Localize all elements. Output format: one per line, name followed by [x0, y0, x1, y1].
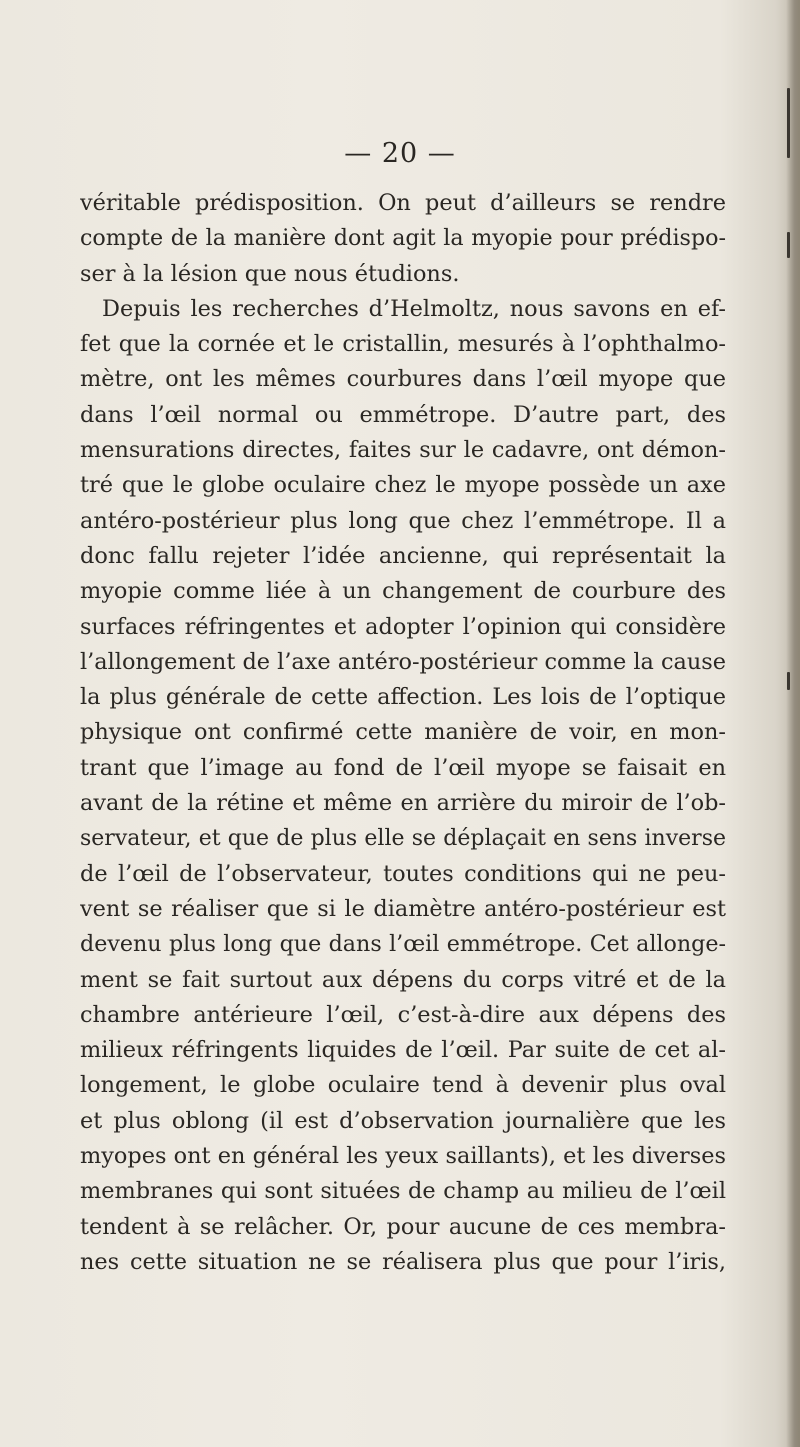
page-edge-shadow [786, 0, 800, 1447]
text-line: tendent à se relâcher. Or, pour aucune de ces membra- [80, 1213, 726, 1240]
text-line: myopie comme liée à un changement de courbure des [80, 578, 726, 605]
text-line: Depuis les recherches d’Helmoltz, nous savons en ef- [102, 295, 726, 322]
text-line: longement, le globe oculaire tend à devenir plus oval [80, 1072, 726, 1099]
text-line: ser à la lésion que nous étudions. [80, 260, 460, 287]
text-line: ment se fait surtout aux dépens du corps vitré et de la [80, 966, 726, 993]
text-line: fet que la cornée et le cristallin, mesurés à l’ophthalmo- [80, 331, 726, 358]
page-number: — 20 — [344, 138, 456, 169]
text-line: l’allongement de l’axe antéro-postérieur comme la cause [80, 648, 726, 675]
text-line: la plus générale de cette affection. Les lois de l’optique [80, 684, 726, 711]
text-line: membranes qui sont situées de champ au milieu de l’œil [80, 1178, 726, 1205]
text-line: mensurations directes, faites sur le cadavre, ont démon- [80, 437, 726, 464]
text-line: chambre antérieure l’œil, c’est-à-dire aux dépens des [80, 1001, 726, 1028]
text-line: vent se réaliser que si le diamètre antéro-postérieur est [80, 895, 726, 922]
text-line: nes cette situation ne se réalisera plus que pour l’iris, [80, 1248, 726, 1275]
text-line: devenu plus long que dans l’œil emmétrope. Cet allonge- [80, 931, 726, 958]
text-line: dans l’œil normal ou emmétrope. D’autre part, des [80, 401, 726, 428]
text-line: et plus oblong (il est d’observation journalière que les [80, 1107, 726, 1134]
text-line: compte de la manière dont agit la myopie pour prédispo- [80, 225, 726, 252]
text-line: véritable prédisposition. On peut d’ailleurs se rendre [80, 190, 726, 216]
text-line: trant que l’image au fond de l’œil myope se faisait en [80, 754, 726, 781]
text-line: surfaces réfringentes et adopter l’opinion qui considère [80, 613, 726, 640]
text-line: donc fallu rejeter l’idée ancienne, qui représentait la [80, 542, 726, 569]
text-line: physique ont confirmé cette manière de voir, en mon- [80, 719, 726, 746]
text-line: antéro-postérieur plus long que chez l’emmétrope. Il a [80, 507, 726, 534]
text-line: de l’œil de l’observateur, toutes conditions qui ne peu- [80, 860, 726, 887]
edge-mark [787, 232, 790, 258]
text-line: avant de la rétine et même en arrière du miroir de l’ob- [80, 790, 726, 817]
edge-mark [787, 672, 790, 690]
text-line: tré que le globe oculaire chez le myope possède un axe [80, 472, 726, 499]
text-line: myopes ont en général les yeux saillants), et les diverses [80, 1143, 726, 1170]
text-line: servateur, et que de plus elle se déplaçait en sens inverse [80, 826, 726, 852]
text-line: milieux réfringents liquides de l’œil. Par suite de cet al- [80, 1037, 726, 1064]
text-line: mètre, ont les mêmes courbures dans l’œil myope que [80, 366, 726, 393]
body-text [80, 186, 726, 1280]
